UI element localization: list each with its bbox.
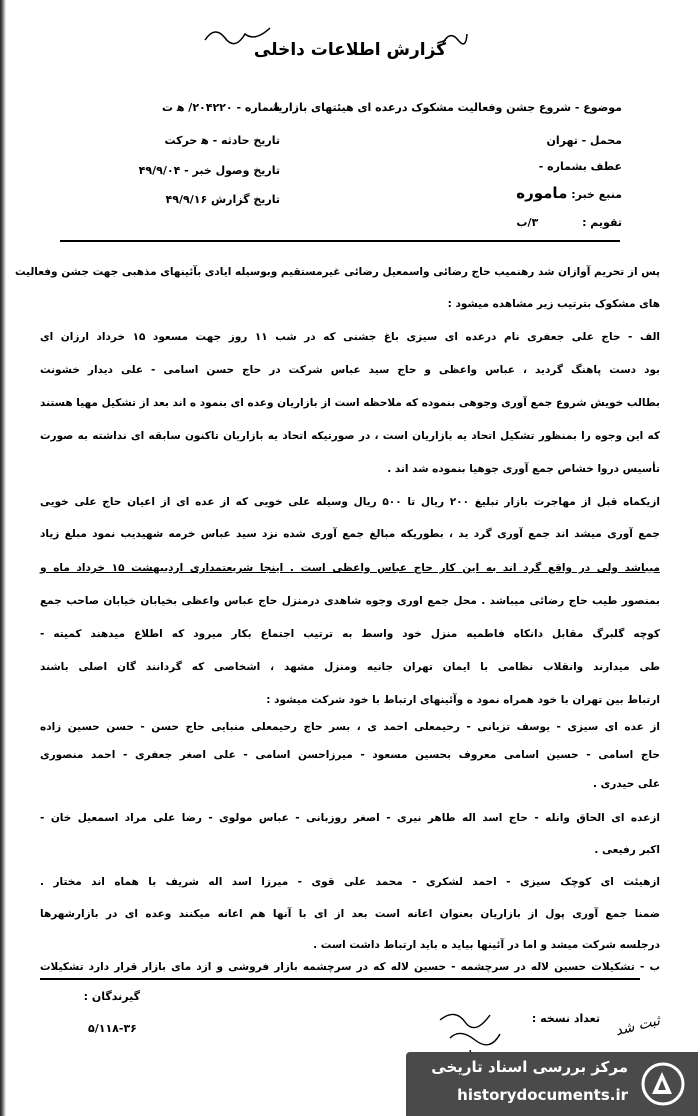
header-subject: موضوع - شروع جشن وفعالیت مشکوک درعده ای هیئتهای بازاریا	[274, 101, 622, 114]
header-receipt-date: تاریخ وصول خبر - ۴۹/۹/۰۴	[138, 164, 280, 177]
header-source	[292, 184, 622, 202]
source-label: منبع خبر:	[571, 188, 622, 201]
document-number: ۵/۱۱۸-۳۶	[88, 1022, 137, 1035]
header-event-date: تاریخ حادثه - ه‍ حرکت	[164, 134, 280, 147]
body-line: کوچه گلبرگ مقابل دانکاه فاطمیه منزل خود واسط به ترتیب اجتماع بکار میرود که اطلاع میدهند کمیته -	[40, 628, 660, 640]
body-line: ب - تشکیلات حسین لاله در سرچشمه - حسین لاله که در سرچشمه بازار فروشی و ازد مای بازار قرار دارد تشکیلات	[40, 961, 660, 973]
body-line: بطالب خویش شروع جمع آوری وجوهی بنموده که ملاحظه است از بازاریان وعده ای بنمود ه اند بعد از تشکیل مهیا هستند	[40, 397, 660, 409]
body-line: درجلسه شرکت میشد و اما در آئینها بیاید ه باید ارتباط داشت است .	[313, 939, 660, 951]
header-location: محمل - تهران	[546, 134, 622, 147]
body-line: ازعده ای الحاق وانله - حاج اسد اله طاهر نیری - اصغر روزبانی - عباس مولوی - رضا علی مراد اسمعیل خان -	[40, 812, 660, 824]
body-line: های مشکوک بترتیب زیر مشاهده میشود :	[447, 298, 660, 310]
watermark-banner	[406, 1052, 698, 1116]
body-line: پس از تحریم آوازان شد رهنمیب حاج رضائی واسمعیل رضائی غیرمستقیم وبوسیله ایادی بآئینهای مذهبی جهت جشن وفعالیت	[14, 266, 660, 278]
header-divider	[60, 240, 620, 242]
body-line: الف - حاج علی جعفری نام درعده ای سیزی باغ جشنی که در شب ۱۱ روز جهت مسعود ۱۵ خرداد ارزان ای	[40, 331, 660, 343]
body-line: اکبر رفیعی .	[594, 844, 660, 856]
grade-label: تقویم :	[582, 216, 622, 229]
watermark-url: historydocuments.ir	[457, 1086, 628, 1104]
grade-value: ۳/ب	[516, 216, 539, 229]
header-attachments: عطف بشماره -	[538, 160, 622, 173]
recipients-label: گیرندگان :	[83, 990, 140, 1003]
body-line: حاج اسامی - حسین اسامی معروف بحسین مسعود - میرزاحسن اسامی - علی اصغر جعفری - احمد منصوری	[40, 749, 660, 761]
body-line: که این وجوه را بمنظور تشکیل اتحاد یه بازاریان است ، در صورتیکه اتحاد یه بازاریان تاکنون سابقه ای نداشته به صورت	[40, 430, 660, 442]
body-line: ازیکماه قبل از مهاجرت بازار تبلیغ ۲۰۰ ریال تا ۵۰۰ ریال وسیله علی خویی که از عده ای از اعیان حاج علی خویی	[40, 496, 660, 508]
body-line: تأسیس دروا خشاص جمع آوری جوهیا بنموده شد اند .	[387, 463, 660, 475]
watermark-title: مرکز بررسی اسناد تاریخی	[431, 1058, 628, 1076]
body-line: طی میدارند وانقلاب نظامی با ایمان تهران جانیه ومنزل مشهد ، اشخاصی که گردانند گان اصلی باشند	[40, 661, 660, 673]
copies-label: تعداد نسخه :	[531, 1012, 600, 1025]
body-line: جمع آوری میشد اند جمع آوری گرد ید ، بطوریکه مبالغ جمع آوری شده نزد سید عباس خرمه شهیدیب نمود مبلغ زیاد	[40, 528, 660, 540]
source-value: ماموره	[516, 184, 568, 202]
header-grade	[292, 216, 622, 229]
scan-edge	[0, 0, 6, 1116]
signature: ثبت شد	[613, 1012, 662, 1040]
header-number: شماره - ۲۰۴۲۲۰/ ه‍ ت	[161, 101, 280, 114]
body-line: میباشد ولی در واقع گرد اند به این کار حاج عباس واعظی است . اینجا شریعتمداری اردیبهشت ۱۵ خرداد ماه و	[40, 562, 660, 574]
body-line: ارتباط بین تهران با خود همراه نمود ه وآئینهای ارتباط با خود شرکت میشود :	[266, 694, 660, 706]
header-report-date: تاریخ گزارش ۴۹/۹/۱۶	[165, 193, 280, 206]
body-line: ضمنا جمع آوری پول از بازاریان بعنوان اعانه است بعد از ای با آنها هم اعانه میکنند وعده ای در بازارشهرها	[40, 908, 660, 920]
body-line: بود دست پاهنگ گردید ، عباس واعظی و حاج سید عباس شرکت در حاج حسن اسامی - علی دیدار خشونت	[40, 364, 660, 376]
body-line: از عده ای سیزی - یوسف تزیانی - رحیمعلی احمد ی ، بسر حاج رحیمعلی منبایی حاج حسن - حسن حسین زاده	[40, 721, 660, 733]
body-line: علی حیدری .	[593, 778, 660, 790]
document-title: گزارش اطلاعات داخلی	[253, 40, 447, 60]
body-line: بمنصور طیب حاج رضائی میباشد . محل جمع اوری وجوه شاهدی درمنزل حاج عباس واعظی بخیابان خیابان صاحب جمع	[40, 595, 660, 607]
archive-logo-icon	[638, 1060, 688, 1108]
body-line: ازهیئت ای کوچک سیزی - احمد لشکری - محمد علی قوی - میرزا اسد اله شریف با هماه اند مختار .	[40, 876, 660, 888]
footer-divider	[40, 978, 640, 980]
